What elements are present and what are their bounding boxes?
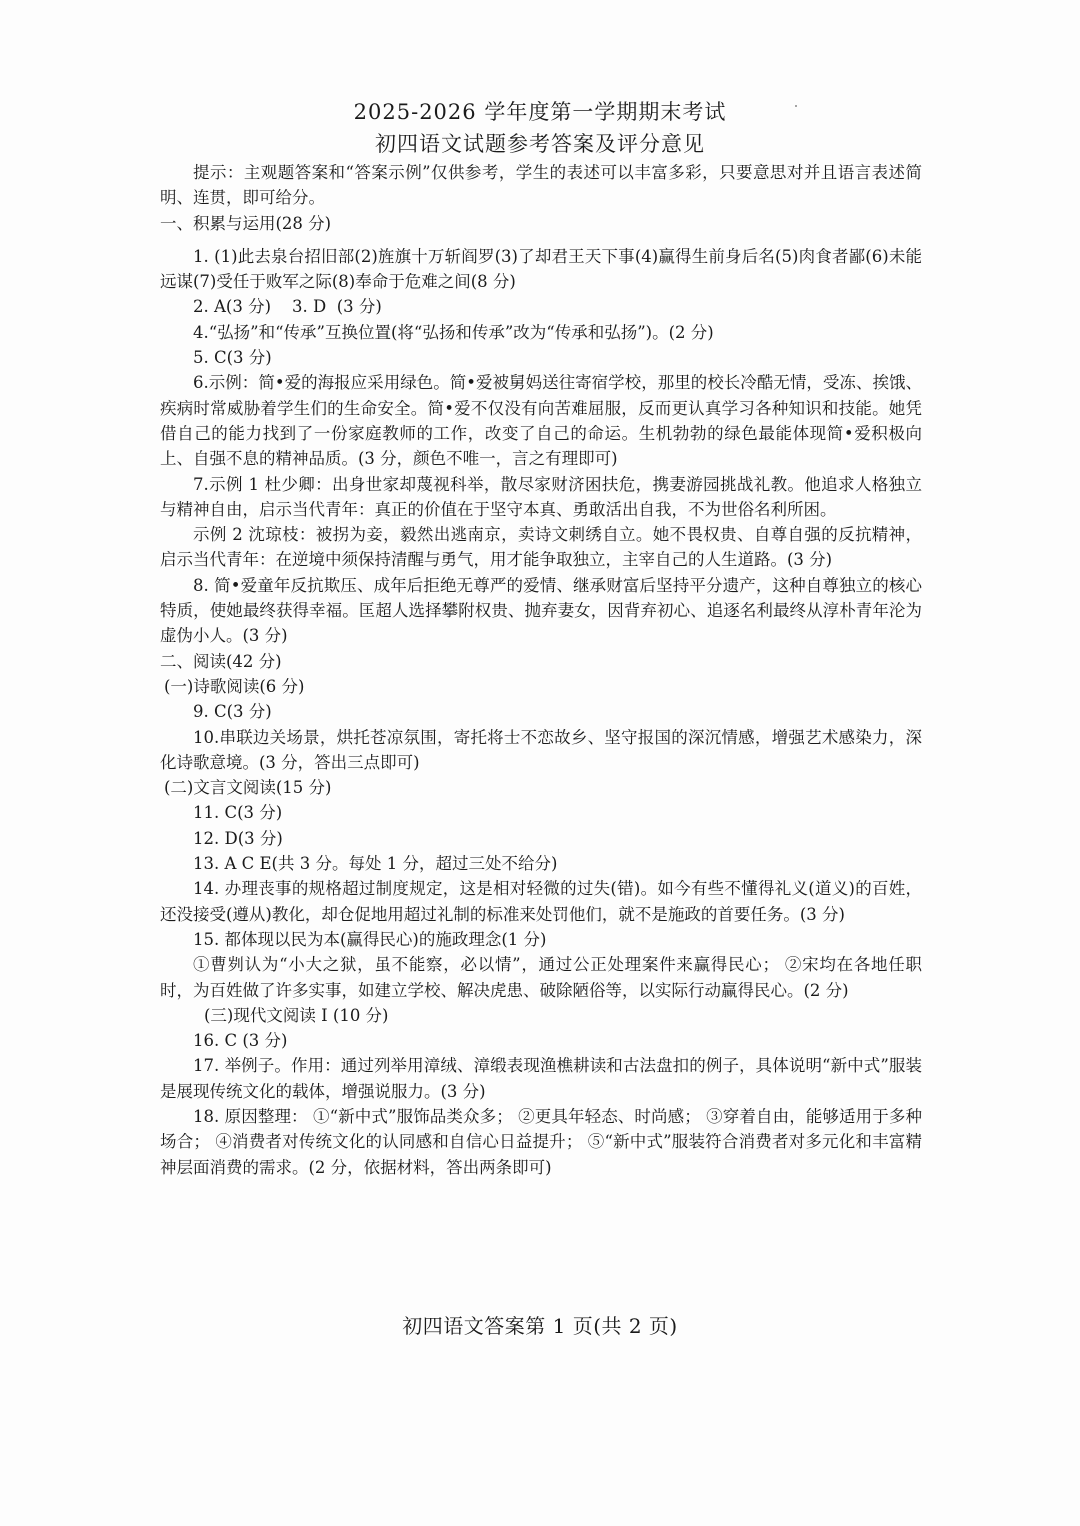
answer-q4: 4.“弘扬”和“传承”互换位置(将“弘扬和传承”改为“传承和弘扬”)。(2 分) <box>193 322 714 342</box>
answer-q5: 5. C(3 分) <box>193 348 272 368</box>
grading-note: 提示：主观题答案和“答案示例”仅供参考，学生的表述可以丰富多彩，只要意思对并且语言表述简明、连贯，即可给分。 <box>160 163 922 208</box>
answer-q10: 10.串联边关场景，烘托苍凉氛围，寄托将士不恋故乡、坚守报国的深沉情感，增强艺术感染力，深化诗歌意境。(3 分，答出三点即可) <box>160 727 922 772</box>
answer-q8: 8. 简•爱童年反抗欺压、成年后拒绝无尊严的爱情、继承财富后坚持平分遗产，这种自尊独立的核心特质，使她最终获得幸福。匡超人选择攀附权贵、抛弃妻女，因背弃初心、追逐名利最终从淳朴青年沦为虚伪小人。(3 分) <box>160 575 922 646</box>
answer-q17: 17. 举例子。作用：通过列举用漳绒、漳缎表现渔樵耕读和古法盘扣的例子，具体说明“新中式”服装是展现传统文化的载体，增强说服力。(3 分) <box>160 1056 922 1101</box>
answer-q18: 18. 原因整理： ①“新中式”服饰品类众多； ②更具年轻态、时尚感； ③穿着自由，能够适用于多种场合； ④消费者对传统文化的认同感和自信心日益提升； ⑤“新中式”服装符合消费者对多元化和丰富精神层面消费的需求。(2 分，依据材料，答出两条即可) <box>160 1106 922 1177</box>
answer-q14: 14. 办理丧事的规格超过制度规定，这是相对轻微的过失(错)。如今有些不懂得礼义(道义)的百姓，还没接受(遵从)教化，却仓促地用超过礼制的标准来处罚他们，就不是施政的首要任务。(3 分) <box>160 879 922 924</box>
answer-q11: 11. C(3 分) <box>193 803 283 823</box>
exam-title: 2025-2026 学年度第一学期期末考试 <box>353 100 727 124</box>
answer-q6: 6.示例：简•爱的海报应采用绿色。简•爱被舅妈送往寄宿学校，那里的校长冷酷无情，受冻、挨饿、疾病时常威胁着学生们的生命安全。简•爱不仅没有向苦难屈服，反而更认真学习各种知识和技能。她凭借自己的能力找到了一份家庭教师的工作，改变了自己的命运。生机勃勃的绿色最能体现简•爱积极向上、自强不息的精神品质。(3 分，颜色不唯一，言之有理即可) <box>160 373 922 469</box>
answer-q12: 12. D(3 分) <box>193 828 283 848</box>
answer-q15: 15. 都体现以民为本(赢得民心)的施政理念(1 分) <box>193 929 547 949</box>
page-footer: 初四语文答案第 1 页(共 2 页) <box>402 1314 678 1338</box>
answer-q13: 13. A C E(共 3 分。每处 1 分，超过三处不给分) <box>193 854 558 874</box>
answer-q15-detail: ①曹刿认为“小大之狱，虽不能察，必以情”，通过公正处理案件来赢得民心； ②宋均在各地任职时，为百姓做了许多实事，如建立学校、解决虎患、破除陋俗等，以实际行动赢得民心。(2 分) <box>160 955 922 1000</box>
answer-q7-example1: 7.示例 1 杜少卿：出身世家却蔑视科举，散尽家财济困扶危，携妻游园挑战礼教。他追求人格独立与精神自由，启示当代青年：真正的价值在于坚守本真、勇敢活出自我，不为世俗名利所困。 <box>160 474 922 519</box>
answer-content <box>160 160 922 1180</box>
subsection-heading: (一)诗歌阅读(6 分) <box>164 676 305 696</box>
answer-q1: 1. (1)此去泉台招旧部(2)旌旗十万斩阎罗(3)了却君王天下事(4)赢得生前身后名(5)肉食者鄙(6)未能远谋(7)受任于败军之际(8)奉命于危难之间(8 分) <box>160 246 922 292</box>
answer-q16: 16. C (3 分) <box>193 1031 288 1051</box>
subsection-heading: (二)文言文阅读(15 分) <box>164 778 332 798</box>
section-heading: 二、阅读(42 分) <box>160 651 282 671</box>
answer-q2-q3: 2. A(3 分) 3. D (3 分) <box>193 297 382 317</box>
answer-q7-example2: 示例 2 沈琼枝：被拐为妾，毅然出逃南京，卖诗文刺绣自立。她不畏权贵、自尊自强的反抗精神，启示当代青年：在逆境中须保持清醒与勇气，用才能争取独立，主宰自己的人生道路。(3 分) <box>160 525 922 570</box>
section-heading: 一、积累与运用(28 分) <box>160 213 332 233</box>
exam-subtitle: 初四语文试题参考答案及评分意见 <box>375 132 705 156</box>
answer-q9: 9. C(3 分) <box>193 702 272 722</box>
subsection-heading: (三)现代文阅读 I (10 分) <box>204 1005 389 1025</box>
